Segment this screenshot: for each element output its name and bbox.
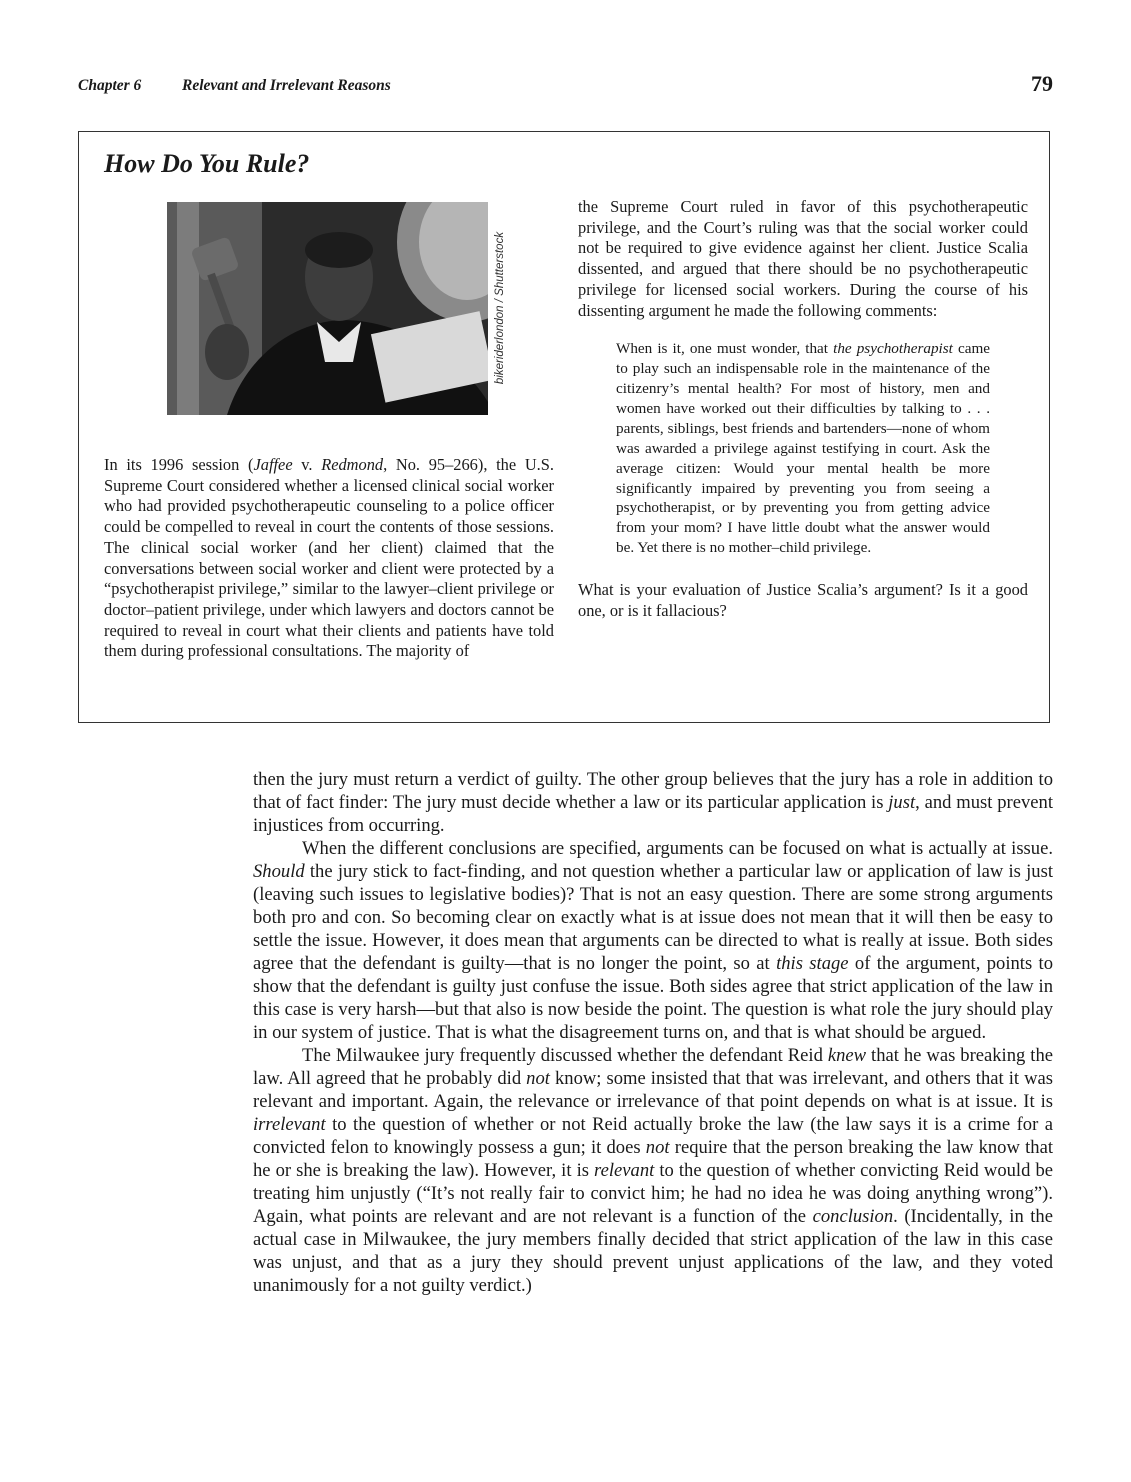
ruling-paragraph: the Supreme Court ruled in favor of this psychotherapeutic privilege, and the Court’s ruling was that the social worker could not be required to give evidence against her client. Justice Scalia dissented, and argued that there should be no psychotherapeutic privilege for licensed social workers. During the course of his dissenting argument he made the following comments: — [578, 197, 1028, 320]
page-number: 79 — [1031, 71, 1053, 96]
main-body-text — [253, 768, 1053, 1297]
body-paragraph-3: The Milwaukee jury frequently discussed whether the defendant Reid knew that he was breaking the law. All agreed that he probably did not know; some insisted that that was irrelevant, and others that it was relevant and important. Again, the relevance or irrelevance of that point depends on what is at issue. It is irrelevant to the question of whether or not Reid actually broke the law (the law says it is a crime for a convicted felon to knowingly possess a gun; it does not require that the person breaking the law know that he or she is breaking the law). However, it is relevant to the question of whether convicting Reid would be treating him unjustly (“It’s not really fair to convict him; he had no idea he was doing anything wrong”). Again, what points are relevant and are not relevant is a function of the conclusion. (Incidentally, in the actual case in Milwaukee, the jury members finally decided that strict application of the law in this case was unjust, and that as a jury they should prevent unjust applications of the law, and they voted unanimously for a not guilty verdict.) — [253, 1045, 1054, 1296]
case-intro-paragraph: In its 1996 session (Jaffee v. Redmond, No. 95–266), the U.S. Supreme Court considered whether a licensed clinical social worker who had provided psychotherapeutic counseling to a police officer could be compelled to reveal in court the contents of those sessions. The clinical social worker (and her client) claimed that the conversations between social worker and client were protected by a “psychotherapist privilege,” similar to the lawyer–client privilege or doctor–patient privilege, under which lawyers and doctors cannot be required to reveal in court what their clients and patients have told them during professional consultations. The majority of — [104, 455, 554, 661]
chapter-label: Chapter 6 — [78, 77, 142, 94]
body-paragraph-2: When the different conclusions are specified, arguments can be focused on what is actually at issue. Should the jury stick to fact-finding, and not question whether a particular law or application of law is just (leaving such issues to legislative bodies)? That is not an easy question. There are some strong arguments both pro and con. So becoming clear on exactly what is at issue does not mean that it will then be easy to settle the issue. However, it does mean that arguments can be directed to what is really at issue. Both sides agree that the defendant is guilty—that is no longer the point, so at this stage of the argument, points to show that the defendant is guilty just confuse the issue. Both sides agree that strict application of the law in this case is very harsh—but that also is now beside the point. The question is what role the jury should play in our system of justice. That is what the disagreement turns on, and that is what should be argued. — [253, 838, 1053, 1043]
scalia-quote: When is it, one must wonder, that the psychotherapist came to play such an indispensable role in the maintenance of the citizenry’s mental health? For most of history, men and women have worked out their difficulties by talking to . . . parents, siblings, best friends and bartenders—none of whom was awarded a privilege against testifying in court. Ask the average citizen: Would your mental health be more significantly impaired by preventing you from seeing a psychotherapist, or by preventing you from getting advice from your mom? I have little doubt what the answer would be. Yet there is no mother–child privilege. — [616, 340, 991, 557]
evaluation-question: What is your evaluation of Justice Scalia’s argument? Is it a good one, or is it fallacious? — [578, 580, 1028, 620]
judge-with-gavel-photo — [167, 202, 488, 415]
case-name-jaffee: Jaffee — [253, 455, 293, 474]
photo-credit: bikeriderlondon / Shutterstock — [494, 231, 506, 385]
running-head — [78, 71, 1053, 98]
box-title: How Do You Rule? — [104, 149, 310, 178]
box-right-column — [578, 197, 1028, 622]
how-do-you-rule-box — [78, 131, 1050, 723]
case-name-redmond: Redmond — [321, 455, 384, 474]
body-paragraph-1: then the jury must return a verdict of guilty. The other group believes that the jury has a role in addition to that of fact finder: The jury must decide whether a law or its particular application is just, and must prevent injustices from occurring. — [253, 769, 1053, 836]
section-title: Relevant and Irrelevant Reasons — [182, 77, 391, 94]
